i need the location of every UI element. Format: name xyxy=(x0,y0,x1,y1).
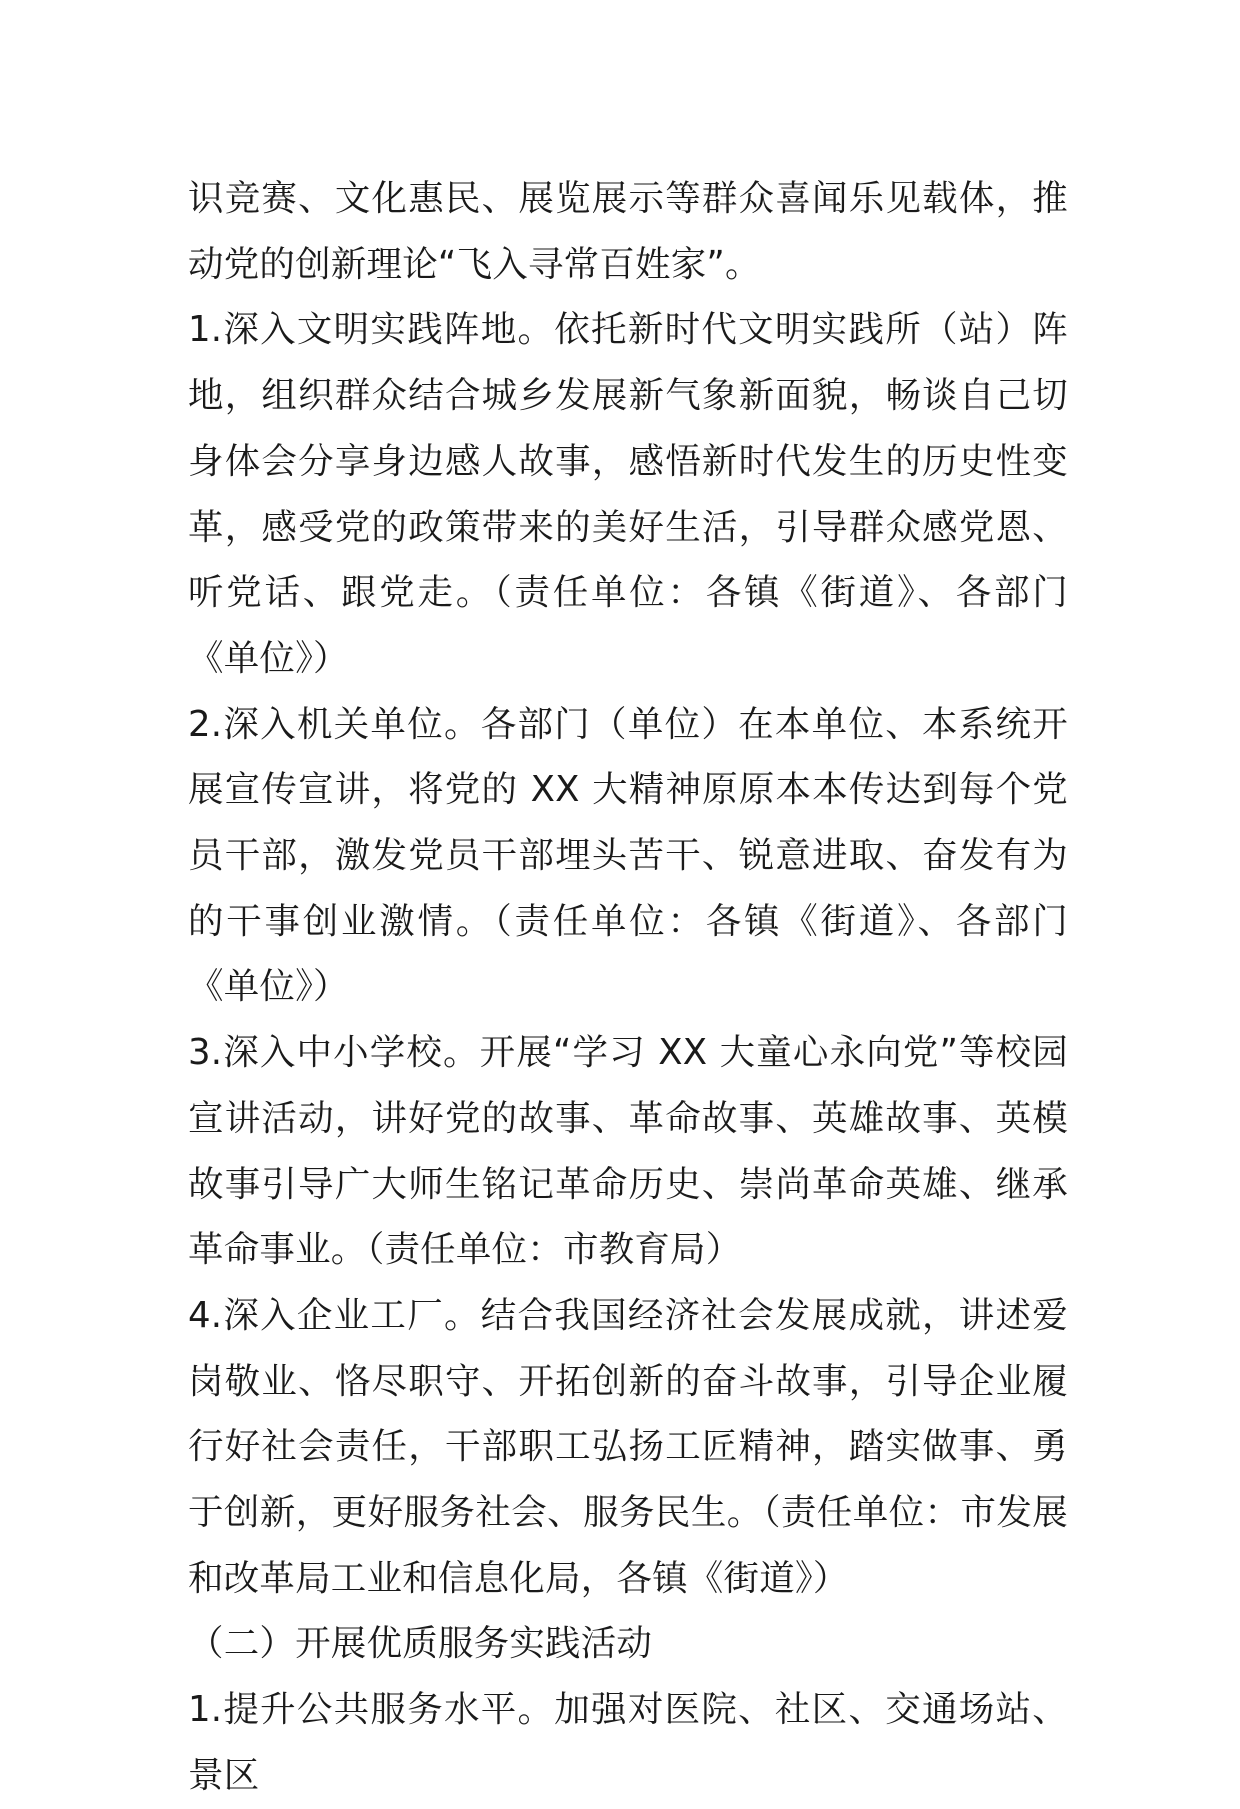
paragraph-item-3-schools: 3.深入中小学校。开展“学习 XX 大童心永向党”等校园宣讲活动，讲好党的故事、革命故事、英雄故事、英模故事引导广大师生铭记革命历史、崇尚革命英雄、继承革命事业。（责任单位：市教育局） xyxy=(188,1032,1068,1271)
paragraph-item-4-enterprises: 4.深入企业工厂。结合我国经济社会发展成就，讲述爱岗敬业、恪尽职守、开拓创新的奋斗故事，引导企业履行好社会责任，干部职工弘扬工匠精神，踏实做事、勇于创新，更好服务社会、服务民生。（责任单位：市发展和改革局工业和信息化局，各镇《街道》） xyxy=(188,1294,1068,1599)
document-body xyxy=(188,166,1068,1809)
paragraph-item-1-civilization-practice: 1.深入文明实践阵地。依托新时代文明实践所（站）阵地，组织群众结合城乡发展新气象新面貌，畅谈自己切身体会分享身边感人故事，感悟新时代发生的历史性变革，感受党的政策带来的美好生活，引导群众感党恩、听党话、跟党走。（责任单位：各镇《街道》、各部门《单位》） xyxy=(188,309,1068,679)
paragraph-item-2-government-units: 2.深入机关单位。各部门（单位）在本单位、本系统开展宣传宣讲，将党的 XX 大精神原原本本传达到每个党员干部，激发党员干部埋头苦干、锐意进取、奋发有为的干事创业激情。（责任单位：各镇《街道》、各部门《单位》） xyxy=(188,703,1068,1008)
paragraph-item-1-public-service: 1.提升公共服务水平。加强对医院、社区、交通场站、景区 xyxy=(188,1689,1068,1796)
section-heading-quality-service: （二）开展优质服务实践活动 xyxy=(188,1623,653,1665)
paragraph-intro-continuation: 识竞赛、文化惠民、展览展示等群众喜闻乐见载体，推动党的创新理论“飞入寻常百姓家”。 xyxy=(188,178,1068,285)
